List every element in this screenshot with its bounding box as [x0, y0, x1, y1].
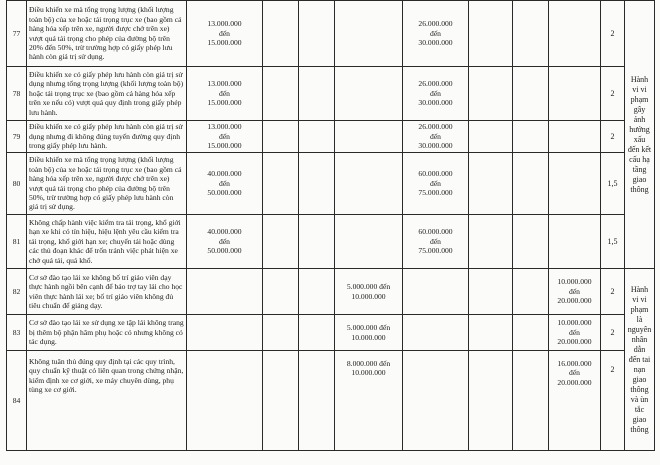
fine-organization: 8.000.000 đến 10.000.000 — [346, 359, 391, 378]
deducted-points: 2 — [601, 1, 625, 67]
violation-description: Điều khiển xe mà tổng trọng lượng (khối lượng toàn bộ) của xe hoặc tải trọng trục xe (bao gồm cả hàng hóa xếp trên xe, người được chở trên xe) vượt quá tải trọng cho phép của đường bộ trên 20% đến 50%, trừ trường hợp có giấy phép lưu hành còn giá trị sử dụng. — [27, 1, 187, 67]
fine-organization-alt: 26.000.000 đến 30.000.000 — [418, 19, 453, 48]
violation-description: Cơ sở đào tạo lái xe sử dụng xe tập lái không trang bị thêm bộ phận hãm phụ hoặc có nhưng không có tác dụng. — [27, 315, 187, 351]
deducted-points: 2 — [601, 351, 625, 451]
violation-description: Không tuân thủ đúng quy định tại các quy trình, quy chuẩn kỹ thuật có liên quan trong chứng nhận, kiểm định xe cơ giới, xe máy chuyên dùng, phụ tùng xe cơ giới. — [27, 351, 187, 451]
penalty-table — [6, 0, 655, 451]
table-row — [7, 121, 655, 153]
table-row — [7, 269, 655, 315]
fine-organization-alt: 60.000.000 đến 75.000.000 — [418, 169, 453, 198]
violation-description: Điều khiển xe có giấy phép lưu hành còn giá trị sử dụng nhưng đi không đúng tuyến đường quy định trong giấy phép lưu hành. — [27, 121, 187, 153]
table-row — [7, 215, 655, 269]
table-row — [7, 67, 655, 121]
table-row — [7, 153, 655, 215]
violation-description: Điều khiển xe mà tổng trọng lượng (khối lượng toàn bộ) của xe hoặc tải trọng trục xe (bao gồm cả hàng hóa xếp trên xe, người được chở trên xe) vượt quá tải trọng cho phép của đường bộ trên 50%, trừ trường hợp có giấy phép lưu hành còn giá trị sử dụng. — [27, 153, 187, 215]
fine-individual: 40.000.000 đến 50.000.000 — [207, 227, 242, 256]
fine-individual: 40.000.000 đến 50.000.000 — [207, 169, 242, 198]
deducted-points: 2 — [601, 67, 625, 121]
table-row — [7, 1, 655, 67]
violation-description: Không chấp hành việc kiểm tra tải trọng, khổ giới hạn xe khi có tín hiệu, hiệu lệnh yêu cầu kiểm tra tải trọng, khổ giới hạn xe; chuyển tải hoặc dùng các thủ đoạn khác để trốn tránh việc phát hiện xe chở quá tải, quá khổ. — [27, 215, 187, 269]
row-number: 80 — [7, 153, 27, 215]
fine-organization-extra: 16.000.000 đến 20.000.000 — [557, 359, 592, 387]
row-number: 79 — [7, 121, 27, 153]
deducted-points: 1,5 — [601, 215, 625, 269]
row-number: 77 — [7, 1, 27, 67]
fine-organization: 5.000.000 đến 10.000.000 — [346, 323, 391, 342]
table-row — [7, 351, 655, 451]
fine-individual: 13.000.000 đến 15.000.000 — [207, 79, 242, 108]
fine-individual: 13.000.000 đến 15.000.000 — [207, 122, 242, 151]
group-note-accident: Hành vi vi phạm là nguyên nhân dẫn đến tai nạn giao thông và ùn tắc giao thông — [625, 269, 655, 451]
violation-description: Điều khiển xe có giấy phép lưu hành còn giá trị sử dụng nhưng tổng trọng lượng (khối lượng toàn bộ) hoặc tải trọng trục xe (bao gồm cả hàng hóa xếp trên xe nếu có) vượt quá quy định trong giấy phép lưu hành. — [27, 67, 187, 121]
deducted-points: 1,5 — [601, 153, 625, 215]
violation-description: Cơ sở đào tạo lái xe không bố trí giáo viên dạy thực hành ngồi bên cạnh để bảo trợ tay lái cho học viên thực hành lái xe; bố trí giáo viên không đủ tiêu chuẩn để giảng dạy. — [27, 269, 187, 315]
row-number: 84 — [7, 351, 27, 451]
group-note-infrastructure: Hành vi vi phạm gây ảnh hưởng xấu đến kết cấu hạ tầng giao thông — [625, 1, 655, 269]
fine-individual: 13.000.000 đến 15.000.000 — [207, 19, 242, 48]
row-number: 78 — [7, 67, 27, 121]
row-number: 82 — [7, 269, 27, 315]
row-number: 81 — [7, 215, 27, 269]
table-row — [7, 315, 655, 351]
fine-organization-alt: 26.000.000 đến 30.000.000 — [418, 79, 453, 108]
deducted-points: 2 — [601, 315, 625, 351]
row-number: 83 — [7, 315, 27, 351]
fine-organization-extra: 10.000.000 đến 20.000.000 — [557, 277, 592, 306]
fine-organization-extra: 10.000.000 đến 20.000.000 — [557, 318, 592, 347]
deducted-points: 2 — [601, 269, 625, 315]
fine-organization-alt: 26.000.000 đến 30.000.000 — [418, 122, 453, 151]
fine-organization-alt: 60.000.000 đến 75.000.000 — [418, 227, 453, 256]
fine-organization: 5.000.000 đến 10.000.000 — [346, 282, 391, 301]
deducted-points: 2 — [601, 121, 625, 153]
